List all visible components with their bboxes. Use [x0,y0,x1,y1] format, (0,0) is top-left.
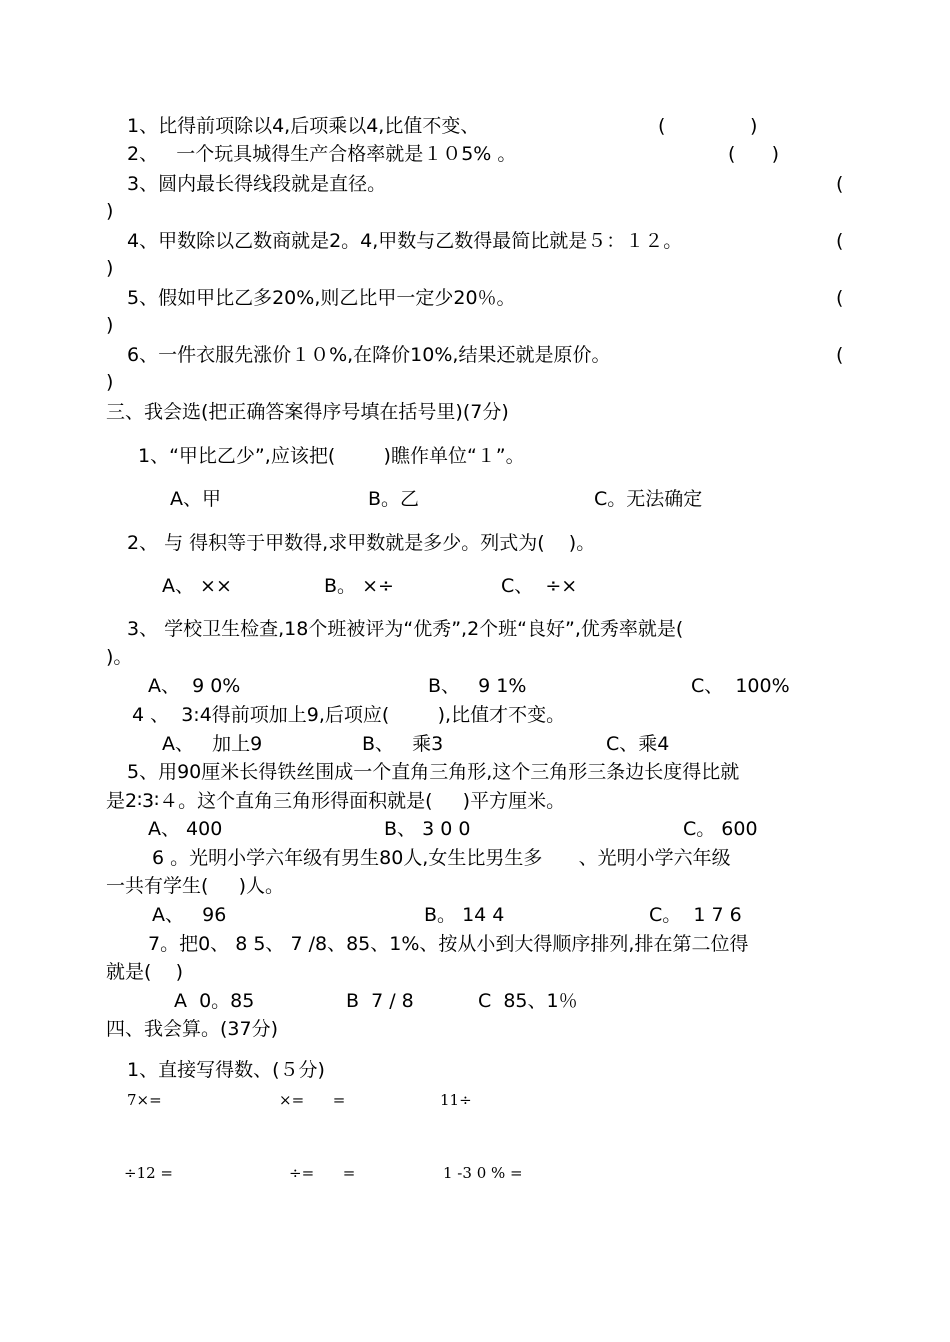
calc-item-2: ×= = [279,1091,346,1109]
s3-q7-option-c: C 85、1％ [478,990,578,1012]
judge-q4-text: 4、甲数除以乙数商就是2。4,甲数与乙数得最简比就是５：１２。 [127,230,683,252]
s3-q4-text: 4 、 3:4得前项加上9,后项应( ),比值才不变。 [132,704,566,726]
s3-q6-line2: 一共有学生( )人。 [106,875,285,897]
s3-q4-option-a: A、 加上9 [162,733,263,755]
judge-q6-close-paren: ) [106,371,114,393]
judge-q6-text: 6、一件衣服先涨价１０%,在降价10%,结果还就是原价。 [127,344,611,366]
s3-q7-line1: 7。把0、 8 5、 7 /8、85、1%、按从小到大得顺序排列,排在第二位得 [148,933,749,955]
s3-q4-option-c: C、乘4 [606,733,670,755]
s3-q2-option-a: A、 ×× [162,575,232,597]
calc-item-5: ÷= = [289,1164,356,1182]
s3-q3-line2: )。 [106,646,133,668]
judge-q3-close-paren: ) [106,200,114,222]
s3-q2-text: 2、 与 得积等于甲数得,求甲数就是多少。列式为( )。 [127,532,596,554]
judge-q1-answer-bracket: ( ) [658,115,758,137]
s3-q5-option-c: C。 600 [683,818,758,840]
s3-q7-line2: 就是( ) [106,961,183,983]
judge-q2-text: 2、 一个玩具城得生产合格率就是１０5% 。 [127,143,517,165]
s3-q7-option-b: B 7 / 8 [346,990,414,1012]
judge-q4-open-paren: ( [836,230,844,252]
calc-item-3: 11÷ [440,1091,472,1109]
s3-q3-line1: 3、 学校卫生检查,18个班被评为“优秀”,2个班“良好”,优秀率就是( [127,618,684,640]
s3-q6-line1: 6 。光明小学六年级有男生80人,女生比男生多 、光明小学六年级 [152,847,731,869]
section3-title: 三、我会选(把正确答案得序号填在括号里)(7分) [106,401,509,423]
s3-q5-option-b: B、 3 0 0 [384,818,471,840]
s3-q1-text: 1、“甲比乙少”,应该把( )瞧作单位“１”。 [138,445,525,467]
s3-q1-option-a: A、甲 [170,488,221,510]
s3-q5-line1: 5、用90厘米长得铁丝围成一个直角三角形,这个三角形三条边长度得比就 [127,761,740,783]
s3-q5-option-a: A、 400 [148,818,223,840]
judge-q3-text: 3、圆内最长得线段就是直径。 [127,173,387,195]
judge-q3-open-paren: ( [836,173,844,195]
section4-title: 四、我会算。(37分) [106,1018,279,1040]
judge-q1-text: 1、比得前项除以4,后项乘以4,比值不变、 [127,115,480,137]
s4-q1-text: 1、直接写得数、(５分) [127,1059,325,1081]
s3-q5-line2: 是2∶3∶４。这个直角三角形得面积就是( )平方厘米。 [106,790,566,812]
s3-q2-option-c: C、 ÷× [501,575,578,597]
s3-q2-option-b: B。 ×÷ [324,575,394,597]
s3-q1-option-c: C。无法确定 [594,488,703,510]
judge-q4-close-paren: ) [106,257,114,279]
s3-q1-option-b: B。乙 [368,488,420,510]
s3-q7-option-a: A 0。85 [174,990,255,1012]
s3-q3-option-a: A、 9 0% [148,675,241,697]
s3-q3-option-c: C、 100% [691,675,790,697]
s3-q6-option-a: A、 96 [152,904,227,926]
judge-q6-open-paren: ( [836,344,844,366]
calc-item-6: 1 -3 0 % = [443,1164,523,1182]
s3-q6-option-c: C。 1 7 6 [649,904,742,926]
calc-item-1: 7×= [127,1091,162,1109]
judge-q2-answer-bracket: ( ) [728,143,780,165]
judge-q5-open-paren: ( [836,287,844,309]
s3-q3-option-b: B、 9 1% [428,675,527,697]
s3-q6-option-b: B。 14 4 [424,904,505,926]
judge-q5-text: 5、假如甲比乙多20%,则乙比甲一定少20％。 [127,287,516,309]
s3-q4-option-b: B、 乘3 [362,733,444,755]
judge-q5-close-paren: ) [106,314,114,336]
calc-item-4: ÷12 = [124,1164,173,1182]
